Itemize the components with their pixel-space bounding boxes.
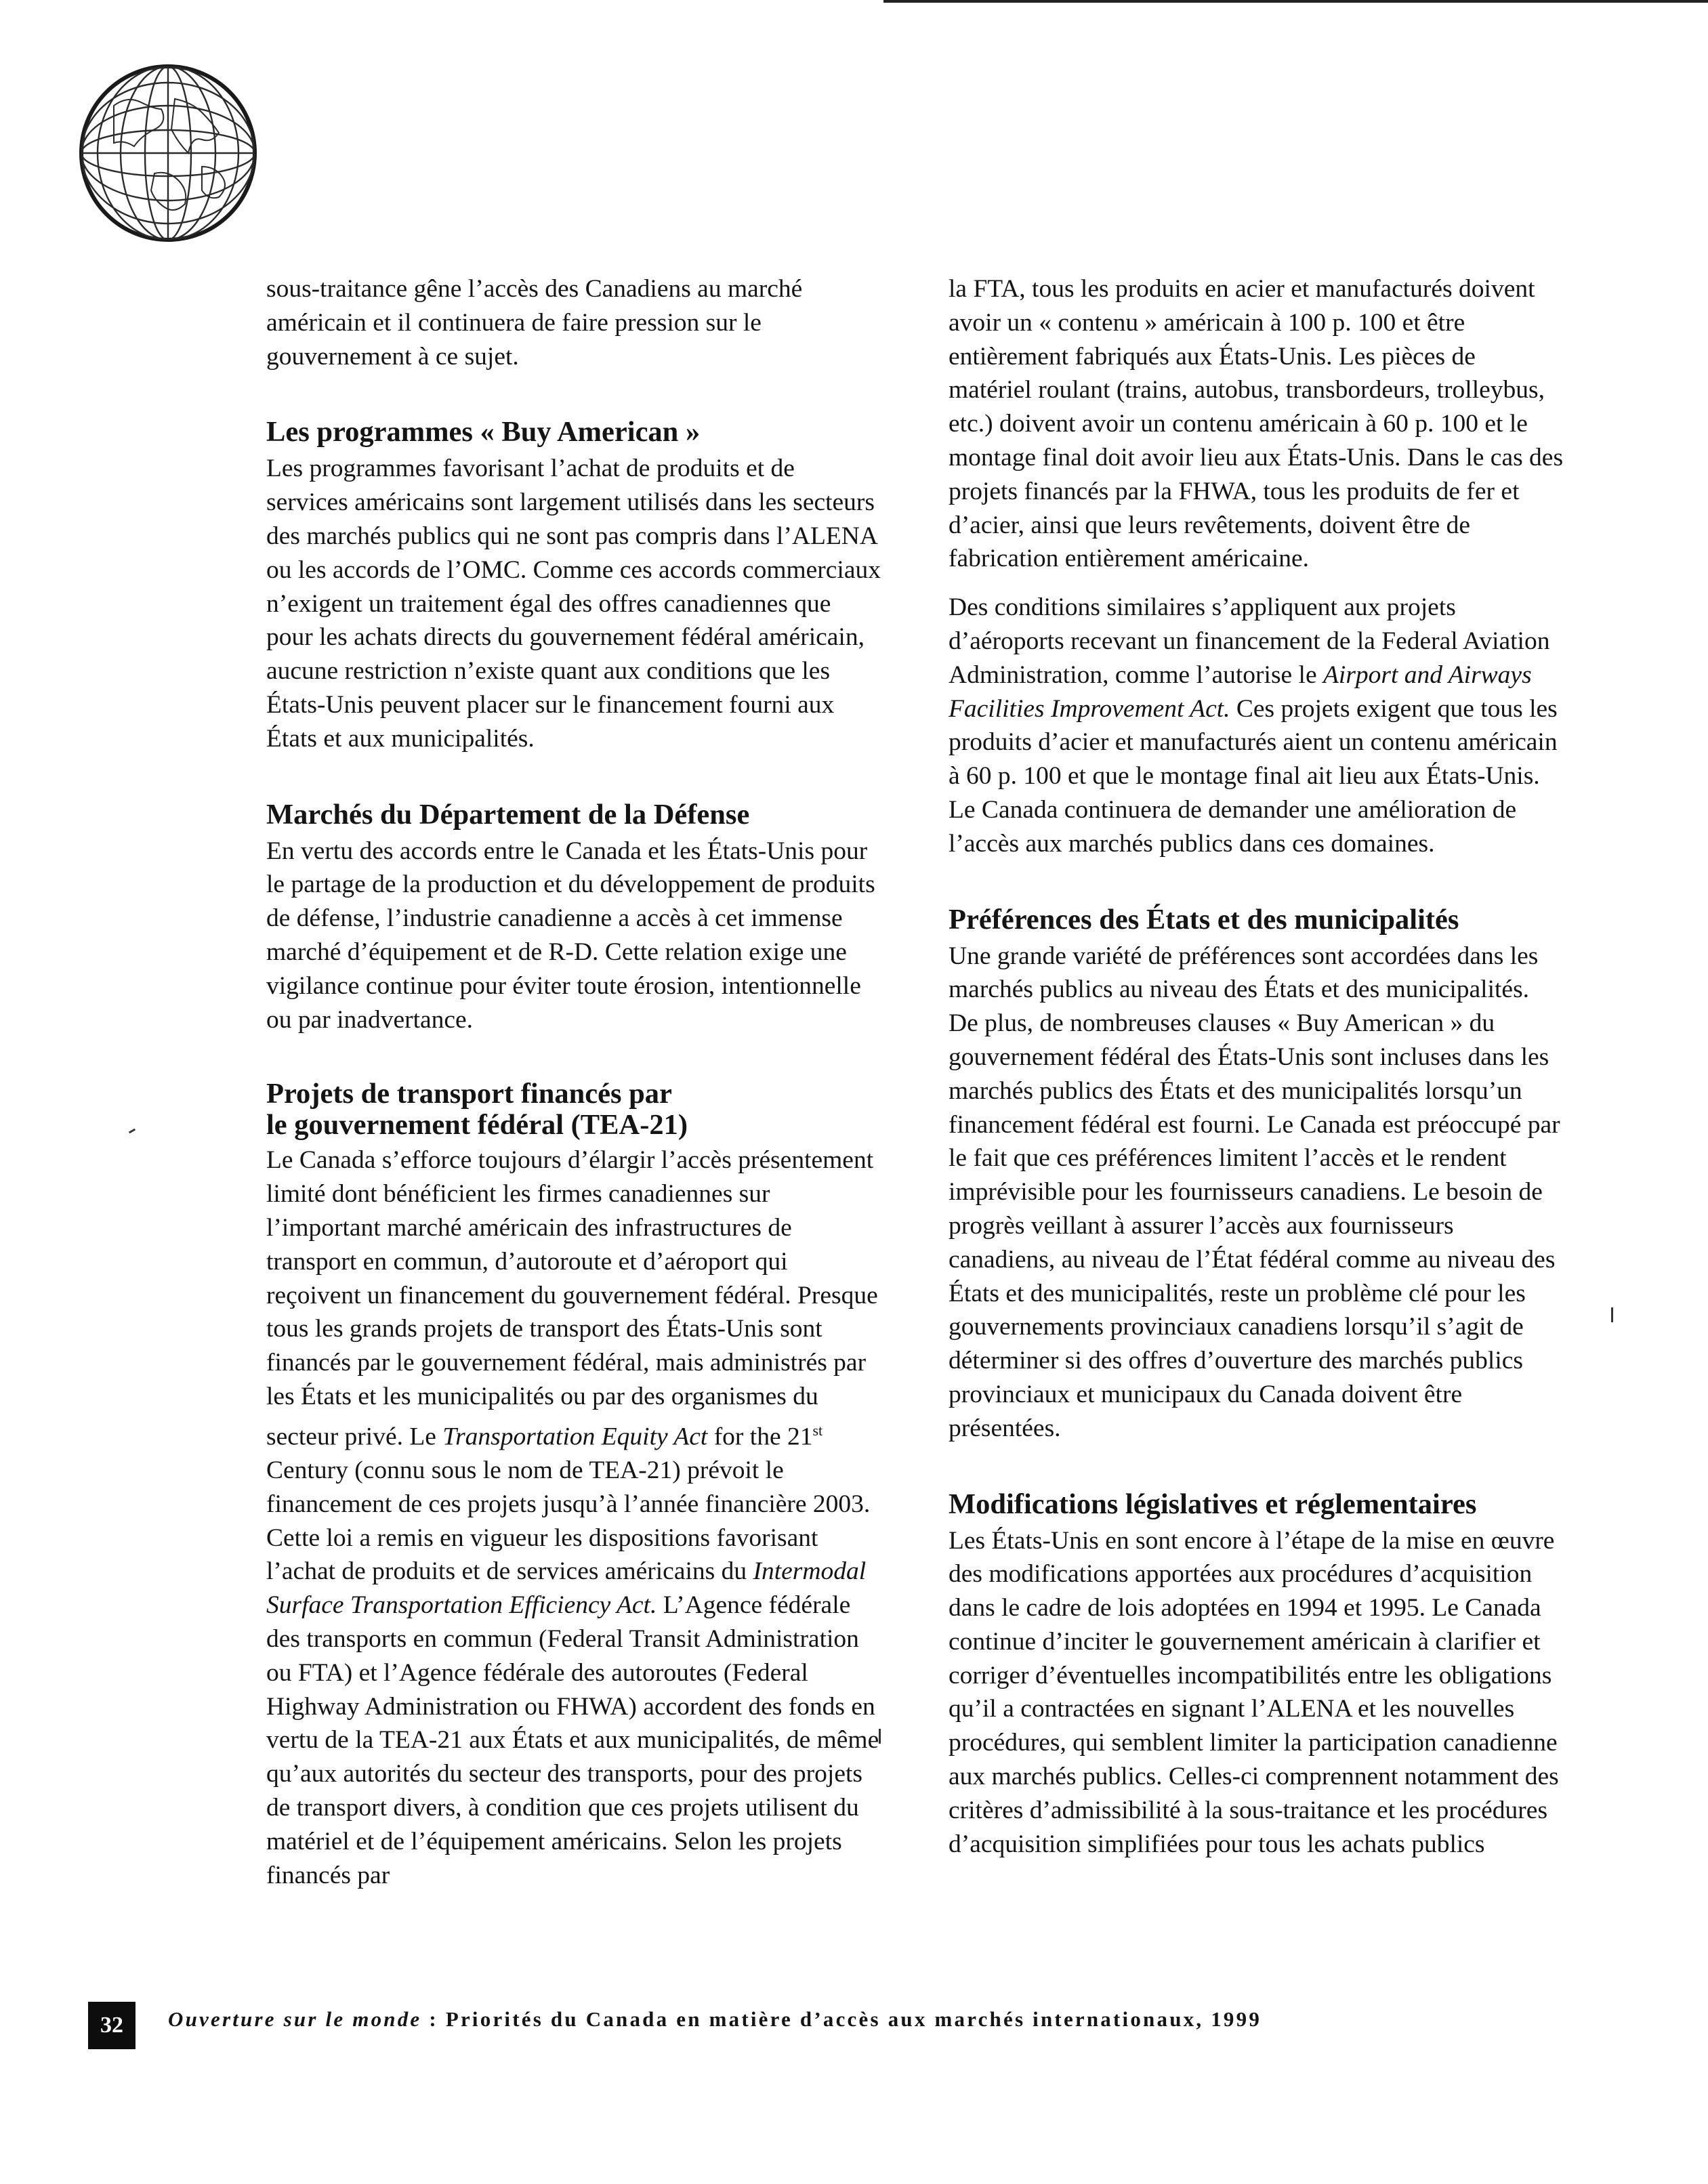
section-heading-state-preferences: Préférences des États et des municipalités — [949, 903, 1459, 936]
transport-text-1: Le Canada s’efforce toujours d’élargir l’accès présentement limité dont bénéficient les firmes canadiennes sur l’important marché américain des infrastructures de transport en commun, d’autoroute et d’aéroport qui reçoivent un financement du gouvernement fédéral. Presque tous les grands projets de transport des États-Unis sont financés par le gouvernement fédéral, mais administrés par les États et les municipalités ou par des organismes du secteur privé. Le — [266, 1146, 878, 1451]
page-footer — [88, 2002, 1619, 2049]
buy-american-paragraph: Les programmes favorisant l’achat de produits et de services américains sont largement utilisés dans les secteurs des marchés publics qui ne sont pas compris dans l’ALENA ou les accords de l’OMC. Comme ces accords commerciaux n’exigent un traitement égal des offres canadiennes que pour les achats directs du gouvernement fédéral américain, aucune restriction n’existe quant aux conditions que les États-Unis peuvent placer sur le financement fourni aux États et aux municipalités. — [266, 455, 881, 753]
airport-text-1: Des conditions similaires s’appliquent aux projets d’aéroports recevant un financement de la Federal Aviation Administration, comme l’autorise le — [949, 593, 1550, 689]
section-heading-buy-american: Les programmes « Buy American » — [266, 416, 701, 448]
right-column — [949, 272, 1565, 1861]
section-heading-transport — [266, 1078, 883, 1141]
transport-text-3: Century (connu sous le nom de TEA-21) prévoit le financement de ces projets jusqu’à l’année financière 2003. Cette loi a remis en vigueur les dispositions favorisant l’achat de produits et de services américains du — [266, 1456, 871, 1586]
transport-text-2: for the 21 — [707, 1423, 813, 1451]
defense-paragraph: En vertu des accords entre le Canada et les États-Unis pour le partage de la production et du développement de produits de défense, l’industrie canadienne a accès à cet immense marché d’équipement et de R-D. Cette relation exige une vigilance continue pour éviter toute érosion, intentionnelle ou par inadvertance. — [266, 837, 875, 1034]
airport-text-2: Ces projets exigent que tous les produits d’acier et manufacturés aient un contenu américain à 60 p. 100 et que le montage final ait lieu aux États-Unis. Le Canada continuera de demander une amélioration de l’accès aux marchés publics dans ces domaines. — [949, 694, 1558, 858]
footer-title-italic: Ouverture sur le monde — [168, 2007, 422, 2031]
footer-title — [168, 2007, 1262, 2032]
scan-speck — [1611, 1307, 1613, 1322]
act-title-tea: Transportation Equity Act — [442, 1423, 708, 1451]
section-heading-defense: Marchés du Département de la Défense — [266, 798, 750, 831]
globe-icon — [73, 58, 263, 248]
scan-speck — [879, 1729, 881, 1744]
transport-continued-paragraph: la FTA, tous les produits en acier et manufacturés doivent avoir un « contenu » américain à 100 p. 100 et être entièrement fabriqués aux États-Unis. Les pièces de matériel roulant (trains, autobus, transbordeurs, trolleybus, etc.) doivent avoir un contenu américain à 60 p. 100 et le montage final doit avoir lieu aux États-Unis. Dans le cas des projets financés par la FHWA, tous les produits de fer et d’acier, ainsi que leurs revêtements, doivent être de fabrication entièrement américaine. — [949, 275, 1564, 573]
state-preferences-paragraph: Une grande variété de préférences sont accordées dans les marchés publics au niveau des États et des municipalités. De plus, de nombreuses clauses « Buy American » du gouvernement fédéral des États-Unis sont incluses dans les marchés publics des États et des municipalités lorsqu’un financement fédéral est fourni. Le Canada est préoccupé par le fait que ces préférences limitent l’accès et le rendent imprévisible pour les fournisseurs canadiens. Le besoin de progrès veillant à assurer l’accès aux fournisseurs canadiens, au niveau de l’État fédéral comme au niveau des États et des municipalités, reste un problème clé pour les gouvernements provinciaux canadiens lorsqu’il s’agit de déterminer si des offres d’ouverture des marchés publics provinciaux et municipaux du Canada doivent être présentées. — [949, 942, 1560, 1442]
transport-text-4: L’Agence fédérale des transports en commun (Federal Transit Administration ou FTA) et l’Agence fédérale des autoroutes (Federal Highway Administration ou FHWA) accordent des fonds en vertu de la TEA-21 aux États et aux municipalités, de même qu’aux autorités du secteur des transports, pour des projets de transport divers, à condition que ces projets utilisent du matériel et de l’équipement américains. Selon les projets financés par — [266, 1591, 879, 1889]
section-heading-legislative: Modifications législatives et réglementaires — [949, 1488, 1477, 1520]
transport-paragraph — [266, 1143, 883, 1892]
heading-line-1: Projets de transport financés par — [266, 1078, 672, 1110]
page-number: 32 — [88, 2002, 136, 2049]
intro-paragraph: sous-traitance gêne l’accès des Canadiens au marché américain et il continuera de faire pression sur le gouvernement à ce sujet. — [266, 275, 803, 371]
superscript-st: st — [812, 1421, 823, 1439]
heading-line-2: le gouvernement fédéral (TEA-21) — [266, 1109, 688, 1141]
left-column — [266, 272, 883, 1892]
act-title-istea: Intermodal Surface Transportation Efficiency Act. — [266, 1557, 867, 1620]
top-rule — [883, 0, 1708, 3]
footer-title-rest: : Priorités du Canada en matière d’accès aux marchés internationaux, 1999 — [421, 2007, 1262, 2031]
legislative-paragraph: Les États-Unis en sont encore à l’étape de la mise en œuvre des modifications apportées aux procédures d’acquisition dans le cadre de lois adoptées en 1994 et 1995. Le Canada continue d’inciter le gouvernement américain à clarifier et corriger d’éventuelles incompatibilités entre les obligations qu’il a contractées en signant l’ALENA et les nouvelles procédures, qui semblent limiter la participation canadienne aux marchés publics. Celles-ci comprennent notamment des critères d’admissibilité à la sous-traitance et les procédures d’acquisition simplifiées pour tous les achats publics — [949, 1526, 1559, 1858]
airport-paragraph — [949, 591, 1565, 860]
scan-speck — [129, 1129, 136, 1134]
act-title-airport: Airport and Airways Facilities Improvement Act. — [949, 660, 1532, 723]
